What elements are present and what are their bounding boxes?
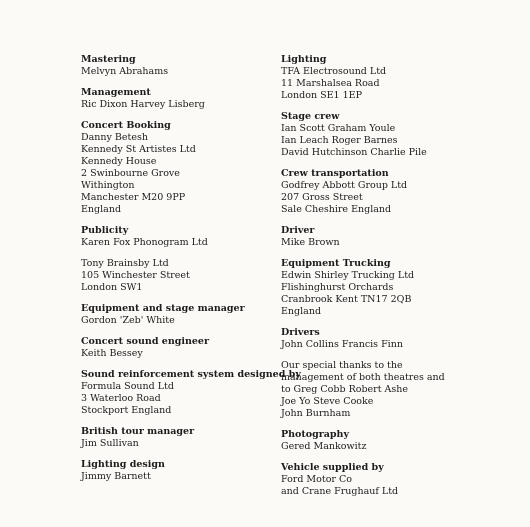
credit-line: John Collins Francis Finn bbox=[281, 339, 403, 350]
credit-heading: Photography bbox=[281, 429, 349, 440]
credit-block-lighting-design bbox=[81, 459, 266, 483]
credit-block-stage-crew bbox=[281, 111, 501, 159]
credit-line: Kennedy St Artistes Ltd bbox=[81, 144, 196, 155]
credit-block-concert-sound-engineer bbox=[81, 336, 266, 360]
credit-heading: Driver bbox=[281, 225, 315, 236]
credit-block-concert-booking bbox=[81, 120, 266, 216]
credit-line: Mike Brown bbox=[281, 237, 340, 248]
credit-line: Jim Sullivan bbox=[81, 438, 139, 449]
credit-heading: Management bbox=[81, 87, 151, 98]
credit-line: Sale Cheshire England bbox=[281, 204, 392, 215]
credit-block-equipment-and-stage-manager bbox=[81, 303, 266, 327]
credit-line: Withington bbox=[81, 180, 135, 191]
credit-line: Godfrey Abbott Group Ltd bbox=[281, 180, 408, 191]
credit-line: Flishinghurst Orchards bbox=[281, 282, 394, 293]
credit-line: Manchester M20 9PP bbox=[81, 192, 186, 203]
credit-line: Melvyn Abrahams bbox=[81, 66, 169, 77]
credit-line: 105 Winchester Street bbox=[81, 270, 190, 281]
credit-line: 11 Marshalsea Road bbox=[281, 78, 380, 89]
credit-line: Our special thanks to the bbox=[281, 360, 403, 371]
credit-line: Tony Brainsby Ltd bbox=[81, 258, 169, 269]
credit-line: Gordon 'Zeb' White bbox=[81, 315, 175, 326]
credit-line: 2 Swinbourne Grove bbox=[81, 168, 180, 179]
credit-line: and Crane Frughauf Ltd bbox=[281, 486, 399, 497]
credit-block-driver bbox=[281, 225, 501, 249]
credit-line: Ian Leach Roger Barnes bbox=[281, 135, 398, 146]
credit-block-drivers bbox=[281, 327, 501, 351]
credit-line: Edwin Shirley Trucking Ltd bbox=[281, 270, 415, 281]
credit-line: Danny Betesh bbox=[81, 132, 148, 143]
credit-line: London SW1 bbox=[81, 282, 143, 293]
credit-heading: Concert Booking bbox=[81, 120, 171, 131]
credit-line: Karen Fox Phonogram Ltd bbox=[81, 237, 208, 248]
credit-line: Stockport England bbox=[81, 405, 172, 416]
credit-block-equipment-trucking bbox=[281, 258, 501, 318]
credit-line: Ford Motor Co bbox=[281, 474, 352, 485]
credit-heading: Stage crew bbox=[281, 111, 340, 122]
credit-block-photography bbox=[281, 429, 501, 453]
credit-line: David Hutchinson Charlie Pile bbox=[281, 147, 427, 158]
credit-line: London SE1 1EP bbox=[281, 90, 362, 101]
credit-line: England bbox=[81, 204, 122, 215]
credit-heading: Equipment and stage manager bbox=[81, 303, 245, 314]
credit-line: 207 Gross Street bbox=[281, 192, 363, 203]
credit-line: management of both theatres and bbox=[281, 372, 445, 383]
credit-heading: British tour manager bbox=[81, 426, 195, 437]
credit-line: to Greg Cobb Robert Ashe bbox=[281, 384, 409, 395]
credit-line: Keith Bessey bbox=[81, 348, 143, 359]
credit-block-vehicle-supplied-by bbox=[281, 462, 501, 498]
credits-column-right bbox=[281, 45, 501, 498]
credit-line: Cranbrook Kent TN17 2QB bbox=[281, 294, 412, 305]
credit-line: Ric Dixon Harvey Lisberg bbox=[81, 99, 205, 110]
credit-block-sound-reinforcement-system-designed-by bbox=[81, 369, 301, 417]
credit-block-lighting bbox=[281, 54, 501, 102]
credit-block-right-6 bbox=[281, 360, 501, 420]
credit-line: 3 Waterloo Road bbox=[81, 393, 161, 404]
credit-heading: Drivers bbox=[281, 327, 320, 338]
credit-line: John Burnham bbox=[281, 408, 351, 419]
credit-block-management bbox=[81, 87, 266, 111]
credit-heading: Vehicle supplied by bbox=[281, 462, 384, 473]
credit-line: TFA Electrosound Ltd bbox=[281, 66, 387, 77]
credit-heading: Concert sound engineer bbox=[81, 336, 209, 347]
credit-block-british-tour-manager bbox=[81, 426, 266, 450]
credit-block-mastering bbox=[81, 54, 266, 78]
credit-block-left-4 bbox=[81, 258, 266, 294]
credit-heading: Crew transportation bbox=[281, 168, 389, 179]
credit-heading: Sound reinforcement system designed by bbox=[81, 369, 301, 380]
credit-line: Ian Scott Graham Youle bbox=[281, 123, 396, 134]
credit-line: Formula Sound Ltd bbox=[81, 381, 174, 392]
credit-heading: Mastering bbox=[81, 54, 136, 65]
credit-line: Jimmy Barnett bbox=[81, 471, 151, 482]
credit-heading: Equipment Trucking bbox=[281, 258, 391, 269]
credit-block-publicity bbox=[81, 225, 266, 249]
credit-heading: Publicity bbox=[81, 225, 129, 236]
credit-heading: Lighting design bbox=[81, 459, 165, 470]
credit-block-crew-transportation bbox=[281, 168, 501, 216]
credit-line: England bbox=[281, 306, 322, 317]
credit-line: Joe Yo Steve Cooke bbox=[281, 396, 374, 407]
credit-heading: Lighting bbox=[281, 54, 327, 65]
credit-line: Gered Mankowitz bbox=[281, 441, 367, 452]
credit-line: Kennedy House bbox=[81, 156, 157, 167]
